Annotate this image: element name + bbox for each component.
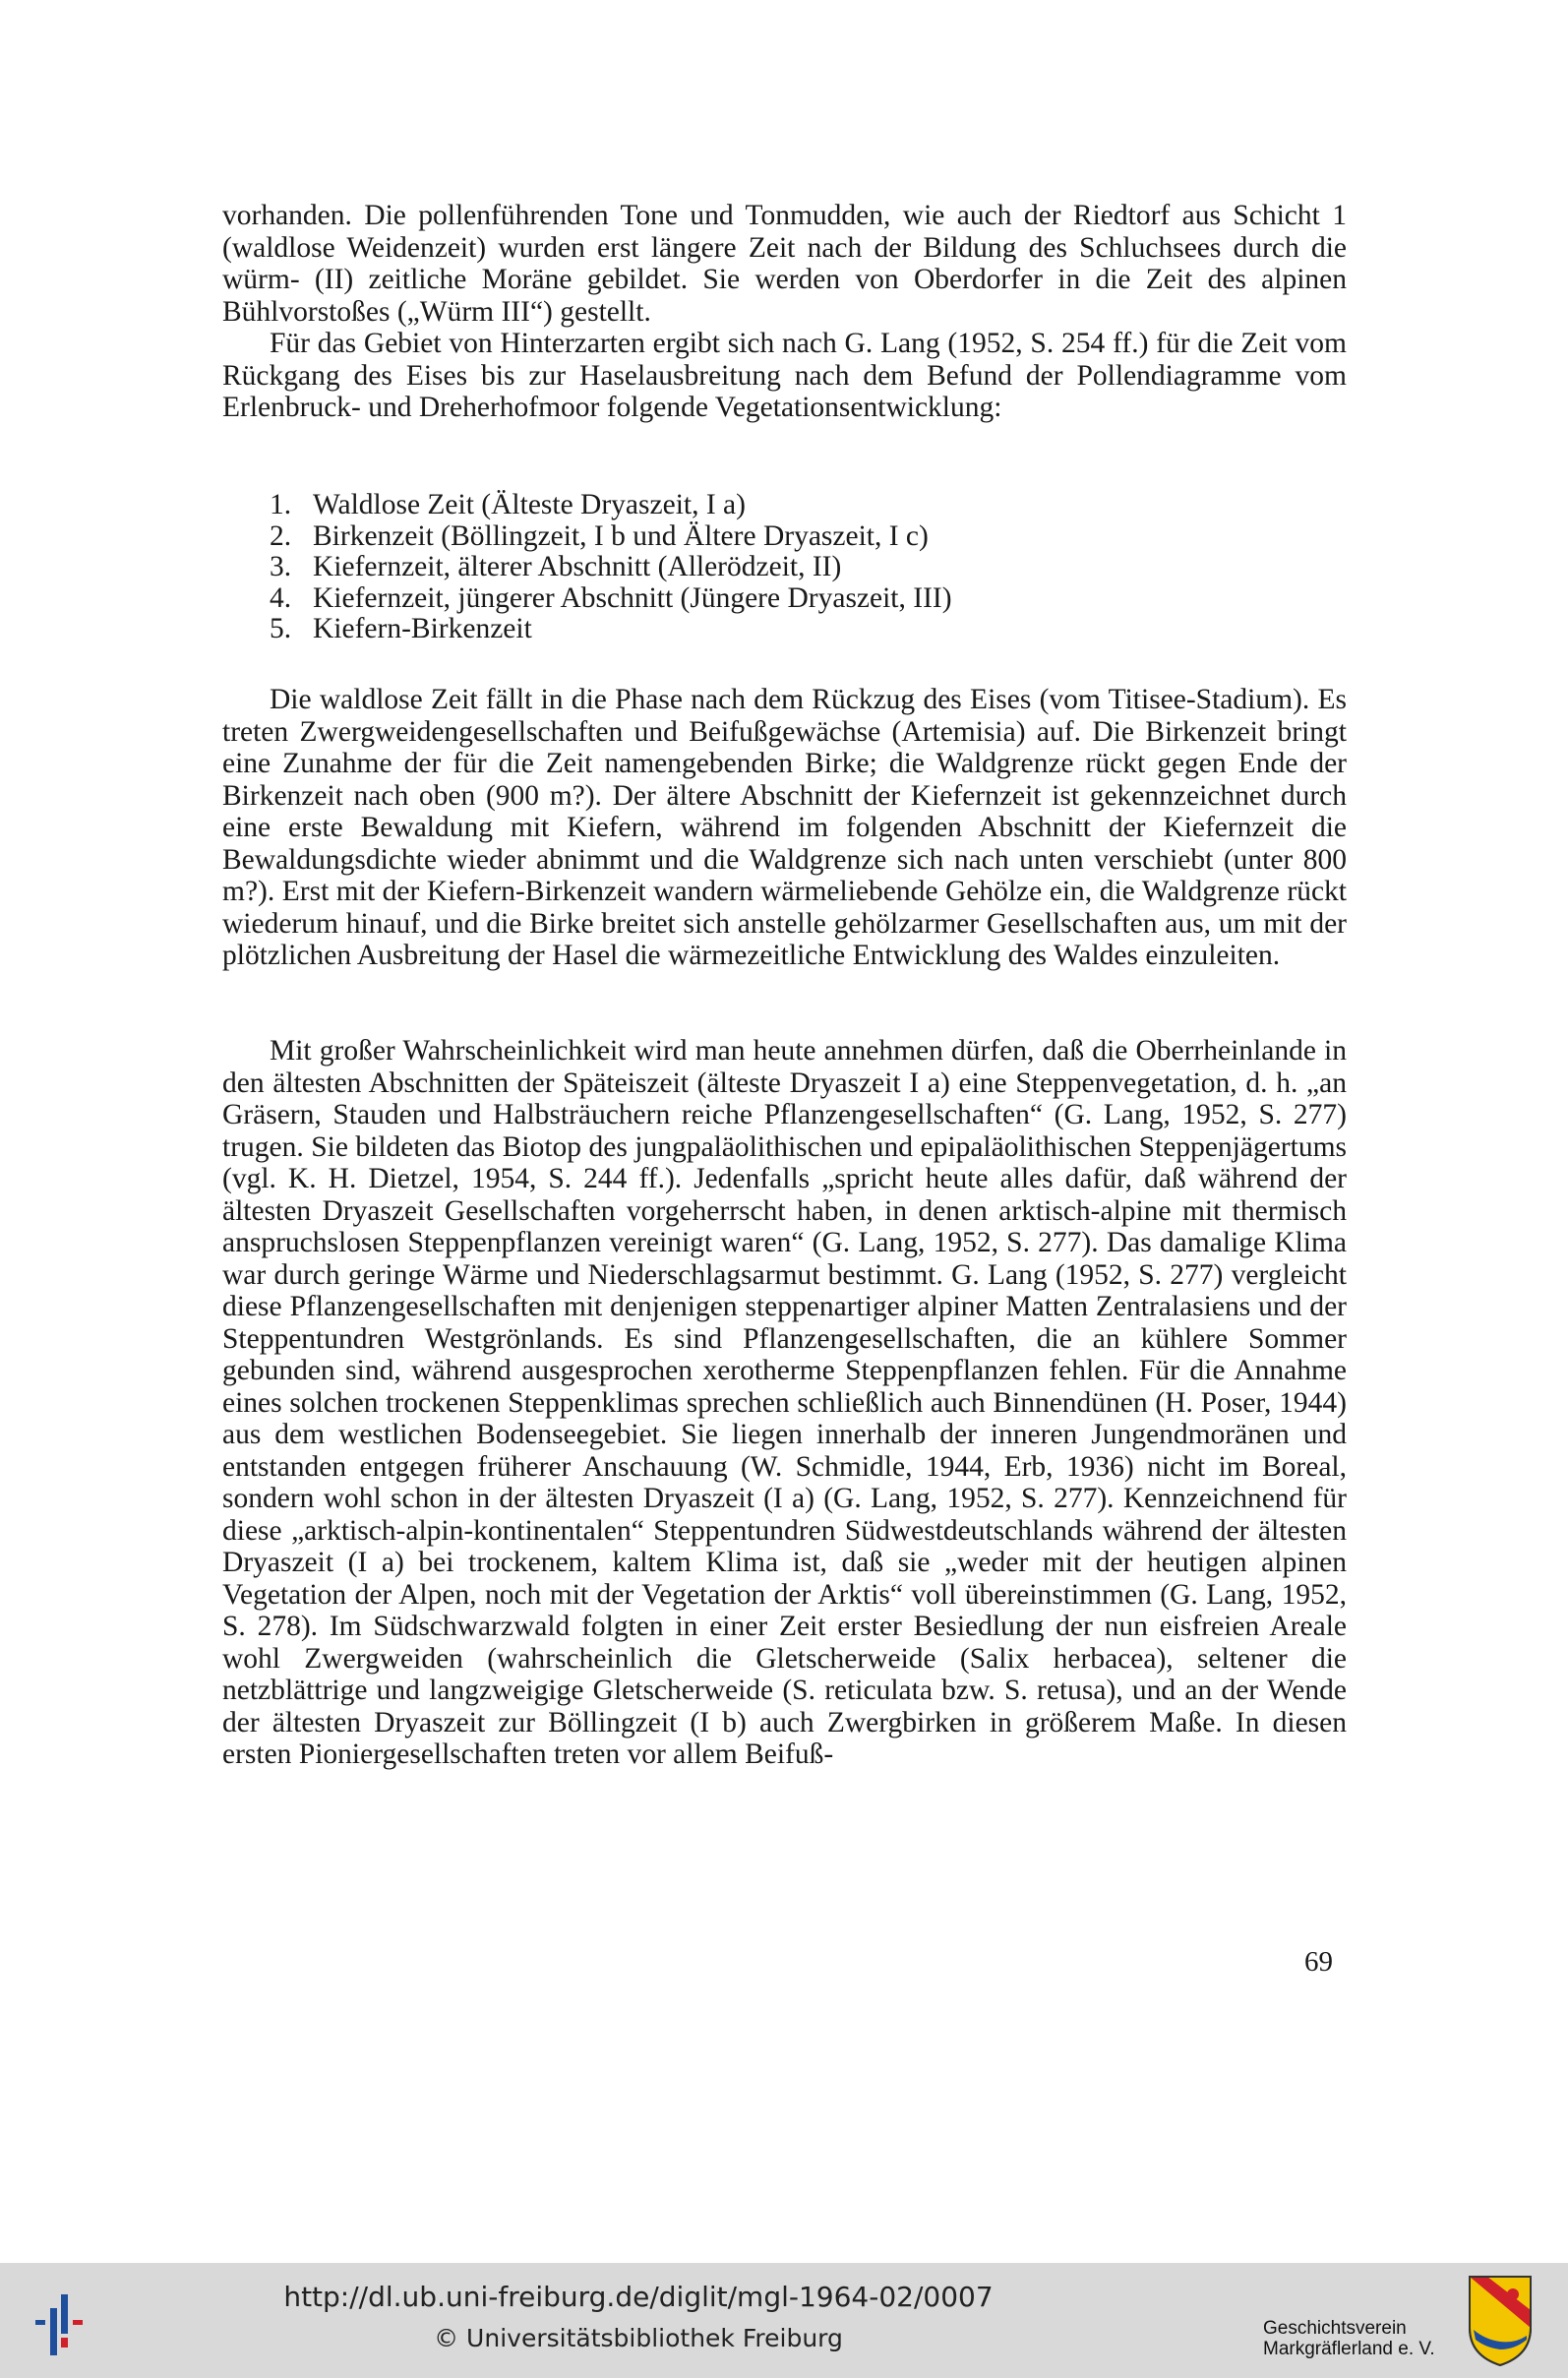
paragraph-1: vorhanden. Die pollenführenden Tone und Tonmudden, wie auch der Riedtorf aus Schicht 1 (waldlose Weidenzeit) wurden erst längere Zeit nach der Bildung des Schluchsees durch die würm- (II) zeitliche Moräne gebildet. Sie werden von Oberdorfer in die Zeit des alpinen Bühlvorstoßes („Würm III“) gestellt. xyxy=(222,200,1347,328)
paragraph-3: Die waldlose Zeit fällt in die Phase nach dem Rückzug des Eises (vom Titisee-Stadium). Es treten Zwergweidengesellschaften und Beifußgewächse (Artemisia) auf. Die Birkenzeit bringt eine Zunahme der für die Zeit namengebenden Birke; die Waldgrenze rückt gegen Ende der Birkenzeit nach oben (900 m?). Der ältere Abschnitt der Kiefernzeit ist gekennzeichnet durch eine erste Bewaldung mit Kiefern, während im folgenden Abschnitt der Kiefernzeit die Bewaldungsdichte wieder abnimmt und die Waldgrenze sich nach unten verschiebt (unter 800 m?). Erst mit der Kiefern-Birkenzeit wandern wärmeliebende Gehölze ein, die Waldgrenze rückt wiederum hinauf, und die Birke breitet sich anstelle gehölzarmer Gesellschaften aus, um mit der plötzlichen Ausbreitung der Hasel die wärmezeitliche Entwicklung des Waldes einzuleiten. xyxy=(222,684,1347,971)
coat-of-arms-icon[interactable] xyxy=(1466,2271,1535,2369)
list-item xyxy=(270,552,1253,583)
permalink-url[interactable]: http://dl.ub.uni-freiburg.de/diglit/mgl-1964-02/0007 xyxy=(283,2281,994,2313)
list-item xyxy=(270,583,1253,615)
list-item-text: Waldlose Zeit (Älteste Dryaszeit, I a) xyxy=(313,489,746,520)
society-name xyxy=(1263,2318,1435,2359)
list-item-text: Birkenzeit (Böllingzeit, I b und Ältere Dryaszeit, I c) xyxy=(313,519,929,552)
society-name-line-2: Markgräflerland e. V. xyxy=(1263,2339,1435,2359)
vegetation-period-list xyxy=(270,490,1253,645)
list-item-text: Kiefern-Birkenzeit xyxy=(313,613,532,644)
list-item-number: 1. xyxy=(270,489,292,520)
list-item-text: Kiefernzeit, älterer Abschnitt (Allerödzeit, II) xyxy=(313,551,842,582)
paragraph-4: Mit großer Wahrscheinlichkeit wird man heute annehmen dürfen, daß die Oberrheinlande in den ältesten Abschnitten der Späteiszeit (älteste Dryaszeit I a) eine Steppenvegetation, d. h. „an Gräsern, Stauden und Halbsträuchern reiche Pflanzengesellschaften“ (G. Lang, 1952, S. 277) trugen. Sie bildeten das Biotop des jungpaläolithischen und epipaläolithischen Steppenjägertums (vgl. K. H. Dietzel, 1954, S. 244 ff.). Jedenfalls „spricht heute alles dafür, daß während der ältesten Dryaszeit Gesellschaften vorgeherrscht haben, in denen arktisch-alpine mit thermisch anspruchslosen Steppenpflanzen vereinigt waren“ (G. Lang, 1952, S. 277). Das damalige Klima war durch geringe Wärme und Niederschlagsarmut bestimmt. G. Lang (1952, S. 277) vergleicht diese Pflanzengesellschaften mit denjenigen steppenartiger alpiner Matten Zentralasiens und der Steppentundren Westgrönlands. Es sind Pflanzengesellschaften, die an kühlere Sommer gebunden sind, während ausgesprochen xerotherme Steppenpflanzen fehlen. Für die Annahme eines solchen trockenen Steppenklimas sprechen schließlich auch Binnendünen (H. Poser, 1944) aus dem westlichen Bodenseegebiet. Sie liegen innerhalb der inneren Jungendmoränen und entstanden entgegen früherer Anschauung (W. Schmidle, 1944, Erb, 1936) nicht im Boreal, sondern wohl schon in der ältesten Dryaszeit (I a) (G. Lang, 1952, S. 277). Kennzeichnend für diese „arktisch-alpin-kontinentalen“ Steppentundren Südwestdeutschlands während der ältesten Dryaszeit (I a) bei trockenem, kaltem Klima ist, daß sie „weder mit der heutigen alpinen Vegetation der Alpen, noch mit der Vegetation der Arktis“ voll übereinstimmen (G. Lang, 1952, S. 278). Im Südschwarzwald folgten in einer Zeit erster Besiedlung der nun eisfreien Areale wohl Zwergweiden (wahrscheinlich die Gletscherweide (Salix herbacea), seltener die netzblättrige und langzweigige Gletscherweide (S. reticulata bzw. S. retusa), und an der Wende der ältesten Dryaszeit zur Böllingzeit (I b) auch Zwergbirken in größerem Maße. In diesen ersten Pioniergesellschaften treten vor allem Beifuß- xyxy=(222,1035,1347,1770)
copyright-notice: © Universitätsbibliothek Freiburg xyxy=(434,2324,843,2352)
paragraph-2: Für das Gebiet von Hinterzarten ergibt sich nach G. Lang (1952, S. 254 ff.) für die Zeit vom Rückgang des Eises bis zur Haselausbreitung nach dem Befund der Pollendiagramme vom Erlenbruck- und Dreherhofmoor folgende Vegetationsentwicklung: xyxy=(222,328,1347,423)
list-item-number: 3. xyxy=(270,551,292,582)
society-name-line-1: Geschichtsverein xyxy=(1263,2318,1407,2339)
page-number: 69 xyxy=(1304,1946,1333,1978)
list-item-number: 2. xyxy=(270,519,292,552)
list-item-text: Kiefernzeit, jüngerer Abschnitt (Jüngere Dryaszeit, III) xyxy=(313,581,952,614)
list-item xyxy=(270,490,1253,521)
list-item-number: 5. xyxy=(270,613,292,644)
footer-bar xyxy=(0,2263,1568,2378)
list-item xyxy=(270,614,1253,645)
list-item xyxy=(270,521,1253,553)
list-item-number: 4. xyxy=(270,581,292,614)
